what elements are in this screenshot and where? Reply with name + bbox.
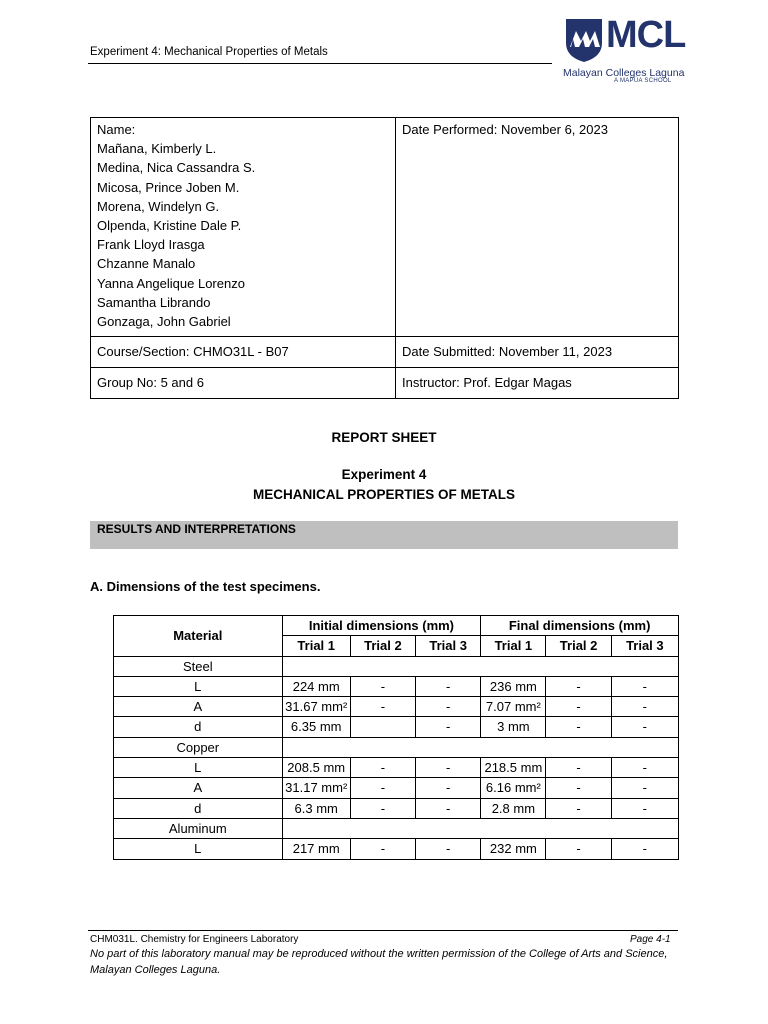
member-name: Morena, Windelyn G. xyxy=(97,198,220,214)
names-list xyxy=(97,139,389,331)
dimension-value: - xyxy=(416,758,481,778)
trial-header: Trial 2 xyxy=(546,636,611,656)
table-row xyxy=(114,839,679,859)
dimension-value: - xyxy=(611,697,678,717)
material-name: Aluminum xyxy=(114,818,283,838)
dimension-value: - xyxy=(350,798,415,818)
mcl-shield-icon xyxy=(564,17,604,63)
info-table xyxy=(90,117,679,399)
dimension-value: - xyxy=(546,839,611,859)
subject-title: MECHANICAL PROPERTIES OF METALS xyxy=(252,487,515,502)
dimension-value: - xyxy=(350,778,415,798)
member-name: Samantha Librando xyxy=(97,294,211,310)
section-a-heading: A. Dimensions of the test specimens. xyxy=(90,579,321,594)
dimension-value: - xyxy=(546,676,611,696)
initial-dimensions-header: Initial dimensions (mm) xyxy=(282,616,481,636)
dimension-value: - xyxy=(611,758,678,778)
dimension-value: - xyxy=(611,839,678,859)
dimension-label: L xyxy=(114,758,283,778)
running-header: Experiment 4: Mechanical Properties of Metals xyxy=(90,46,328,58)
dimension-value: 224 mm xyxy=(282,676,350,696)
dimensions-body xyxy=(114,656,679,859)
trial-header: Trial 1 xyxy=(481,636,546,656)
dimension-value: - xyxy=(611,798,678,818)
footer-rule xyxy=(88,930,678,931)
table-row xyxy=(114,737,679,757)
blank-cell xyxy=(282,737,678,757)
table-row xyxy=(114,778,679,798)
trial-header: Trial 3 xyxy=(611,636,678,656)
logo-tagline: A MAPÚA SCHOOL xyxy=(614,78,672,84)
dimension-value: - xyxy=(416,717,481,737)
member-name: Micosa, Prince Joben M. xyxy=(97,179,240,195)
dimension-value: - xyxy=(546,778,611,798)
dimension-value: - xyxy=(546,758,611,778)
member-name: Medina, Nica Cassandra S. xyxy=(97,160,256,176)
report-sheet-title: REPORT SHEET xyxy=(331,430,437,445)
material-name: Steel xyxy=(114,656,283,676)
date-submitted: Date Submitted: November 11, 2023 xyxy=(396,337,679,368)
material-header: Material xyxy=(114,616,283,657)
dimension-value: 31.17 mm² xyxy=(282,778,350,798)
dimension-value: 208.5 mm xyxy=(282,758,350,778)
dimension-value: - xyxy=(611,676,678,696)
dimension-value: - xyxy=(350,758,415,778)
dimension-value: - xyxy=(416,778,481,798)
table-row xyxy=(114,798,679,818)
dimension-value: 6.35 mm xyxy=(282,717,350,737)
blank-cell xyxy=(282,818,678,838)
dimension-value xyxy=(350,717,415,737)
course-section: Course/Section: CHMO31L - B07 xyxy=(91,337,396,368)
blank-cell xyxy=(282,656,678,676)
dimension-value: 236 mm xyxy=(481,676,546,696)
table-row xyxy=(114,758,679,778)
table-row xyxy=(114,818,679,838)
dimension-value: 6.16 mm² xyxy=(481,778,546,798)
dimension-value: - xyxy=(416,697,481,717)
date-performed: Date Performed: November 6, 2023 xyxy=(396,118,679,337)
dimension-label: L xyxy=(114,839,283,859)
table-row xyxy=(114,717,679,737)
dimension-label: A xyxy=(114,778,283,798)
dimension-value: 3 mm xyxy=(481,717,546,737)
dimension-value: 2.8 mm xyxy=(481,798,546,818)
group-no: Group No: 5 and 6 xyxy=(91,368,396,399)
member-name: Mañana, Kimberly L. xyxy=(97,141,217,157)
dimension-value: - xyxy=(350,676,415,696)
dimension-label: L xyxy=(114,676,283,696)
experiment-title: Experiment 4 xyxy=(341,467,427,482)
footer-course: CHM031L. Chemistry for Engineers Laboratory xyxy=(90,934,299,945)
dimension-value: - xyxy=(416,798,481,818)
dimension-value: - xyxy=(546,697,611,717)
member-name: Chzanne Manalo xyxy=(97,256,196,272)
copyright-notice: No part of this laboratory manual may be reproduced without the written permission of the College of Arts and Science, Malayan Colleges Laguna. xyxy=(90,948,668,976)
page-number: Page 4-1 xyxy=(630,934,671,945)
names-cell xyxy=(91,118,396,337)
dimension-value: - xyxy=(546,717,611,737)
dimension-value: 6.3 mm xyxy=(282,798,350,818)
dimension-value: - xyxy=(416,839,481,859)
dimension-value: 217 mm xyxy=(282,839,350,859)
dimension-value: 31.67 mm² xyxy=(282,697,350,717)
dimension-label: A xyxy=(114,697,283,717)
dimension-value: 218.5 mm xyxy=(481,758,546,778)
trial-header: Trial 2 xyxy=(350,636,415,656)
member-name: Gonzaga, John Gabriel xyxy=(97,314,231,330)
trial-header: Trial 1 xyxy=(282,636,350,656)
dimension-label: d xyxy=(114,717,283,737)
member-name: Yanna Angelique Lorenzo xyxy=(97,275,245,291)
results-label: RESULTS AND INTERPRETATIONS xyxy=(97,522,296,536)
trial-header: Trial 3 xyxy=(416,636,481,656)
instructor: Instructor: Prof. Edgar Magas xyxy=(396,368,679,399)
dimension-value: - xyxy=(611,717,678,737)
header-rule xyxy=(88,63,552,64)
logo-subtitle: Malayan Colleges Laguna xyxy=(563,67,685,79)
dimension-value: - xyxy=(611,778,678,798)
logo-text: MCL xyxy=(606,14,686,56)
member-name: Frank Lloyd Irasga xyxy=(97,237,205,253)
dimension-value: 7.07 mm² xyxy=(481,697,546,717)
table-row xyxy=(114,697,679,717)
material-name: Copper xyxy=(114,737,283,757)
dimension-label: d xyxy=(114,798,283,818)
dimension-value: 232 mm xyxy=(481,839,546,859)
table-row xyxy=(114,656,679,676)
name-label: Name: xyxy=(97,122,136,137)
dimension-value: - xyxy=(350,839,415,859)
dimension-value: - xyxy=(416,676,481,696)
dimension-value: - xyxy=(546,798,611,818)
member-name: Olpenda, Kristine Dale P. xyxy=(97,218,242,234)
table-row xyxy=(114,676,679,696)
dimensions-table xyxy=(113,615,679,860)
final-dimensions-header: Final dimensions (mm) xyxy=(481,616,679,636)
dimension-value: - xyxy=(350,697,415,717)
